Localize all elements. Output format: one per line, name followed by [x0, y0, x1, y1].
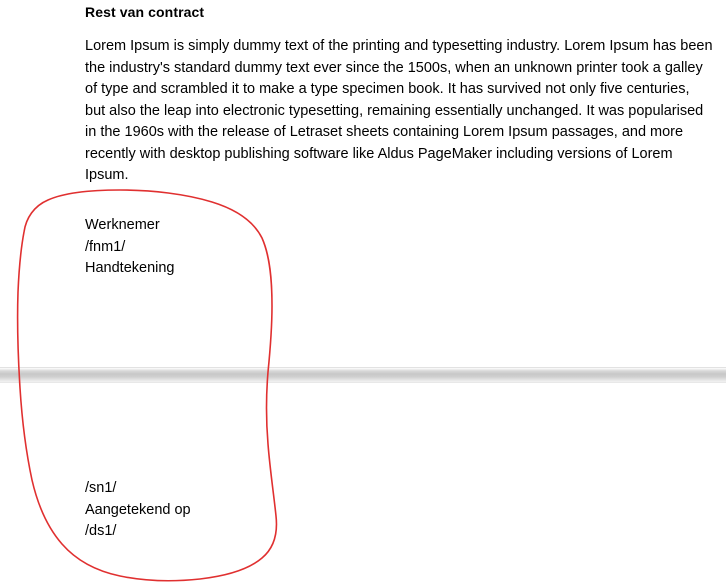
page-break-separator — [0, 367, 726, 383]
signature-details-line-3: /ds1/ — [85, 523, 117, 539]
signature-block-line-1: Werknemer — [85, 217, 160, 233]
signature-block — [85, 215, 175, 280]
page-title: Rest van contract — [85, 4, 205, 20]
signature-block-line-3: Handtekening — [85, 260, 175, 276]
signature-block-line-2: /fnm1/ — [85, 238, 126, 255]
signature-details-line-2: Aangetekend op — [85, 501, 191, 518]
signature-details-block — [85, 478, 191, 543]
signature-details-line-1: /sn1/ — [85, 480, 117, 496]
body-paragraph: Lorem Ipsum is simply dummy text of the printing and typesetting industry. Lorem Ipsum has been the industry's standard dummy text ever since the 1500s, when an unknown printer took a galley of type and scrambled it to make a type specimen book. It has survived not only five centuries, but also the leap into electronic typesetting, remaining essentially unchanged. It was popularised in the 1960s with the release of Letraset sheets containing Lorem Ipsum passages, and more recently with desktop publishing software like Aldus PageMaker including versions of Lorem Ipsum. — [85, 38, 713, 183]
